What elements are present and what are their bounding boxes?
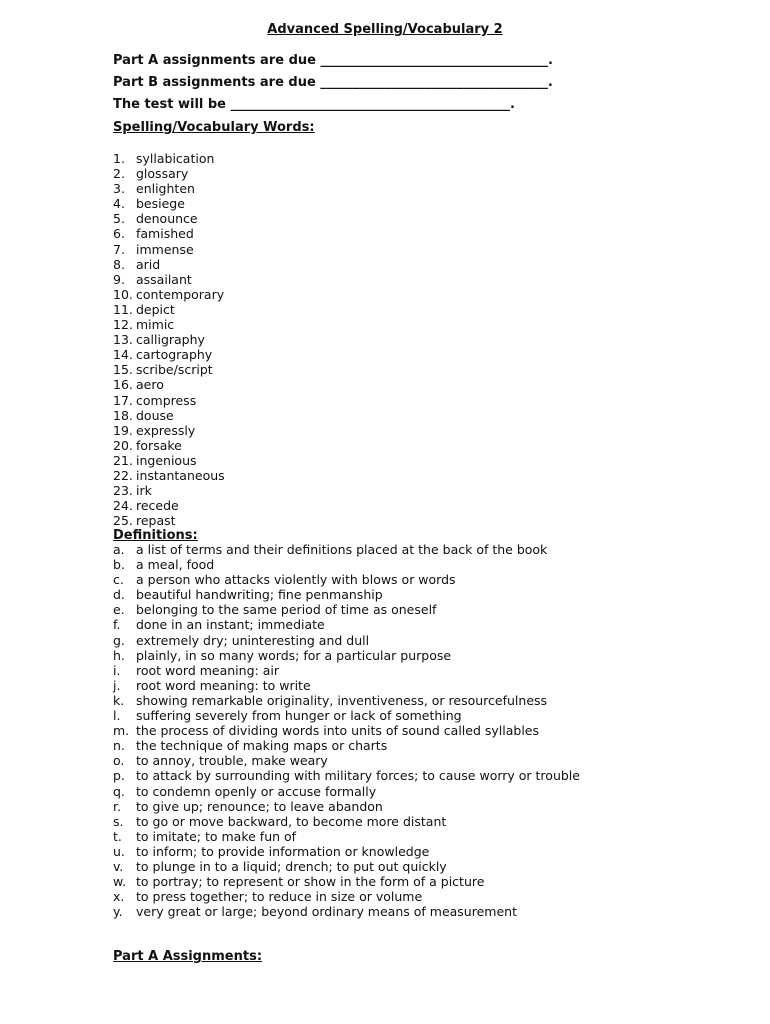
word-item-marker: 25. [113, 513, 133, 529]
definition-item-marker: t. [113, 828, 122, 844]
definition-item-text: a person who attacks violently with blows or words [136, 572, 456, 588]
word-item-text: assailant [136, 271, 192, 287]
definition-item [113, 874, 580, 889]
word-item-marker: 2. [113, 166, 125, 182]
words-list [113, 151, 225, 528]
definition-item-text: the technique of making maps or charts [136, 738, 388, 754]
word-item [113, 423, 225, 438]
word-item [113, 438, 225, 453]
word-item-text: glossary [136, 166, 189, 182]
word-item [113, 347, 225, 362]
word-item-marker: 18. [113, 407, 133, 423]
word-item-text: expressly [136, 422, 196, 438]
definition-item-text: plainly, in so many words; for a particular purpose [136, 647, 452, 663]
word-item-text: recede [136, 498, 179, 514]
word-item-text: cartography [136, 347, 213, 363]
definition-item-text: to imitate; to make fun of [136, 828, 297, 844]
definition-item-text: to condemn openly or accuse formally [136, 783, 377, 799]
definition-item-text: beautiful handwriting; fine penmanship [136, 587, 383, 603]
word-item-text: aero [136, 377, 164, 393]
word-item-marker: 24. [113, 498, 133, 514]
definition-item-marker: n. [113, 738, 125, 754]
definition-item-text: to attack by surrounding with military forces; to cause worry or trouble [136, 768, 580, 784]
word-item-text: compress [136, 392, 197, 408]
word-item-marker: 10. [113, 286, 133, 302]
word-item-text: douse [136, 407, 174, 423]
definition-item-text: to portray; to represent or show in the form of a picture [136, 874, 485, 890]
definition-item [113, 768, 580, 783]
word-item-marker: 5. [113, 211, 125, 227]
definition-item [113, 648, 580, 663]
word-item-marker: 13. [113, 332, 133, 348]
definition-item-marker: q. [113, 783, 125, 799]
word-item-marker: 22. [113, 467, 133, 483]
definition-item-text: belonging to the same period of time as oneself [136, 602, 437, 618]
word-item [113, 181, 225, 196]
word-item [113, 332, 225, 347]
definition-item [113, 693, 580, 708]
words-heading: Spelling/Vocabulary Words: [113, 120, 315, 135]
definition-item-text: to go or move backward, to become more distant [136, 813, 447, 829]
definition-item-marker: x. [113, 889, 125, 905]
definition-item-marker: y. [113, 904, 123, 920]
definition-item-text: to annoy, trouble, make weary [136, 753, 328, 769]
definition-item-marker: m. [113, 723, 130, 739]
word-item [113, 377, 225, 392]
definition-item-marker: j. [113, 677, 121, 693]
word-item-marker: 23. [113, 483, 133, 499]
definitions-heading: Definitions: [113, 528, 198, 543]
word-item-marker: 3. [113, 181, 125, 197]
word-item [113, 302, 225, 317]
definitions-list [113, 542, 580, 919]
definition-item-marker: k. [113, 692, 125, 708]
word-item-text: famished [136, 226, 194, 242]
word-item [113, 483, 225, 498]
word-item-marker: 16. [113, 377, 133, 393]
word-item-marker: 12. [113, 317, 133, 333]
definition-item-marker: r. [113, 798, 121, 814]
word-item-marker: 6. [113, 226, 125, 242]
word-item-text: instantaneous [136, 467, 225, 483]
document-title: Advanced Spelling/Vocabulary 2 [267, 22, 503, 37]
definition-item [113, 633, 580, 648]
definition-item-text: to press together; to reduce in size or volume [136, 889, 423, 905]
word-item-text: contemporary [136, 286, 225, 302]
definition-item [113, 904, 580, 919]
word-item-text: arid [136, 256, 161, 272]
word-item [113, 242, 225, 257]
word-item [113, 513, 225, 528]
definition-item-marker: l. [113, 708, 121, 724]
definition-item-text: suffering severely from hunger or lack of something [136, 708, 462, 724]
word-item-text: forsake [136, 437, 182, 453]
definition-item-marker: v. [113, 858, 124, 874]
word-item [113, 226, 225, 241]
word-item-text: scribe/script [136, 362, 213, 378]
definition-item-text: the process of dividing words into units of sound called syllables [136, 723, 540, 739]
word-item-marker: 15. [113, 362, 133, 378]
word-item [113, 408, 225, 423]
word-item [113, 151, 225, 166]
word-item [113, 287, 225, 302]
word-item-marker: 20. [113, 437, 133, 453]
word-item-marker: 9. [113, 271, 125, 287]
definition-item [113, 617, 580, 632]
definition-item [113, 859, 580, 874]
definition-item [113, 542, 580, 557]
word-item-text: calligraphy [136, 332, 205, 348]
definition-item-text: root word meaning: to write [136, 677, 311, 693]
definition-item-marker: w. [113, 874, 127, 890]
definition-item-marker: p. [113, 768, 125, 784]
word-item-text: besiege [136, 196, 185, 212]
word-item [113, 362, 225, 377]
definition-item [113, 738, 580, 753]
definition-item [113, 889, 580, 904]
definition-item-marker: i. [113, 662, 121, 678]
word-item-marker: 17. [113, 392, 133, 408]
definition-item-marker: u. [113, 843, 125, 859]
word-item-text: depict [136, 301, 175, 317]
definition-item-text: very great or large; beyond ordinary means of measurement [136, 904, 517, 920]
definition-item [113, 602, 580, 617]
word-item-marker: 7. [113, 241, 125, 257]
definition-item-marker: d. [113, 587, 125, 603]
definition-item-text: showing remarkable originality, inventiveness, or resourcefulness [136, 692, 548, 708]
definition-item-marker: a. [113, 542, 125, 557]
definition-item-text: to give up; renounce; to leave abandon [136, 798, 383, 814]
definition-item-text: to inform; to provide information or knowledge [136, 843, 430, 859]
definition-item-marker: b. [113, 557, 125, 573]
definition-item [113, 814, 580, 829]
definition-item-text: a meal, food [136, 557, 215, 573]
definition-item-marker: g. [113, 632, 125, 648]
definition-item [113, 587, 580, 602]
definition-item-text: extremely dry; uninteresting and dull [136, 632, 370, 648]
definition-item [113, 799, 580, 814]
definition-item-text: done in an instant; immediate [136, 617, 325, 633]
word-item-text: ingenious [136, 452, 197, 468]
word-item-text: syllabication [136, 151, 215, 166]
word-item-text: denounce [136, 211, 198, 227]
word-item-marker: 1. [113, 151, 125, 166]
definition-item [113, 708, 580, 723]
definition-item [113, 663, 580, 678]
definition-item [113, 753, 580, 768]
definition-item-marker: e. [113, 602, 125, 618]
definition-item [113, 723, 580, 738]
word-item-marker: 4. [113, 196, 125, 212]
definition-item-text: to plunge in to a liquid; drench; to put out quickly [136, 858, 447, 874]
word-item [113, 272, 225, 287]
definition-item-text: a list of terms and their definitions placed at the back of the book [136, 542, 548, 557]
word-item [113, 211, 225, 226]
part-a-due-line: Part A assignments are due ___________________________________. [113, 53, 553, 68]
word-item-text: immense [136, 241, 194, 257]
definition-item-marker: c. [113, 572, 124, 588]
word-item-marker: 8. [113, 256, 125, 272]
definition-item-text: root word meaning: air [136, 662, 279, 678]
definition-item-marker: h. [113, 647, 125, 663]
word-item [113, 393, 225, 408]
part-a-assignments-heading: Part A Assignments: [113, 949, 263, 964]
definition-item [113, 784, 580, 799]
word-item [113, 453, 225, 468]
word-item-marker: 11. [113, 301, 133, 317]
definition-item [113, 572, 580, 587]
definition-item [113, 678, 580, 693]
word-item [113, 468, 225, 483]
definition-item [113, 557, 580, 572]
word-item-marker: 21. [113, 452, 133, 468]
definition-item [113, 829, 580, 844]
word-item-marker: 14. [113, 347, 133, 363]
word-item [113, 166, 225, 181]
word-item [113, 196, 225, 211]
definition-item-marker: s. [113, 813, 124, 829]
word-item [113, 498, 225, 513]
test-date-line: The test will be ___________________________________________. [113, 97, 515, 112]
definition-item [113, 844, 580, 859]
word-item-text: mimic [136, 317, 175, 333]
word-item-text: irk [136, 483, 152, 499]
definition-item-marker: o. [113, 753, 125, 769]
word-item-text: enlighten [136, 181, 195, 197]
word-item-marker: 19. [113, 422, 133, 438]
word-item-text: repast [136, 513, 176, 529]
word-item [113, 317, 225, 332]
definition-item-marker: f. [113, 617, 121, 633]
word-item [113, 257, 225, 272]
part-b-due-line: Part B assignments are due ___________________________________. [113, 75, 553, 90]
